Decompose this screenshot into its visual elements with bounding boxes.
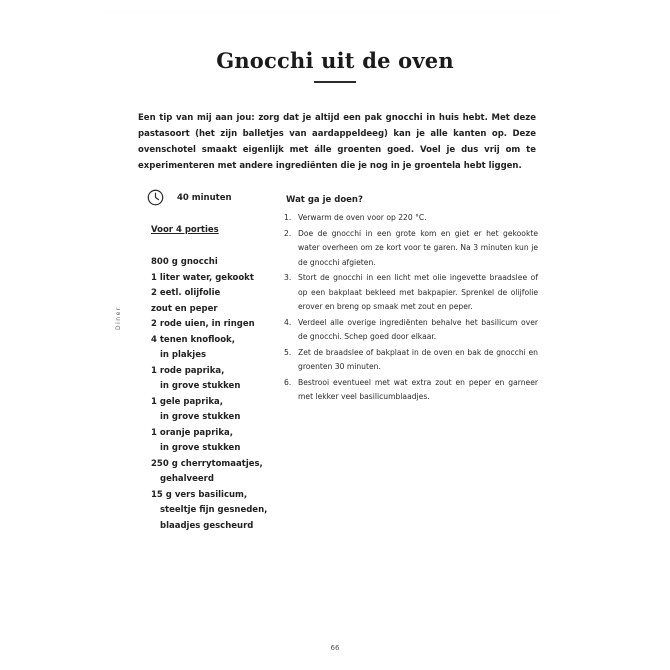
steps-heading: Wat ga je doen? xyxy=(286,195,363,205)
page-number: 66 xyxy=(330,644,340,652)
ingredient-item: zout en peper xyxy=(151,303,218,314)
section-label: Diner xyxy=(115,306,122,330)
step-list xyxy=(284,211,538,406)
ingredient-item: 1 gele paprika, xyxy=(151,396,223,407)
ingredient-item: 2 eetl. olijfolie xyxy=(151,288,221,298)
step-item xyxy=(284,376,538,405)
ingredient-list xyxy=(151,255,271,534)
step-item xyxy=(284,211,538,226)
ingredient-item-continued: steeltje fijn gesneden, xyxy=(160,505,268,515)
ingredient-item-continued: in plakjes xyxy=(160,350,207,360)
ingredient-item: 15 g vers basilicum, xyxy=(151,489,248,500)
ingredient-item: 800 g gnocchi xyxy=(151,257,218,267)
page-title: Gnocchi uit de oven xyxy=(216,48,454,73)
step-item xyxy=(284,227,538,271)
ingredient-item-continued: in grove stukken xyxy=(160,381,241,391)
ingredient-item-continued: gehalveerd xyxy=(160,474,214,484)
step-item xyxy=(284,346,538,375)
step-text: Verdeel alle overige ingrediënten behalve het basilicum over de gnocchi. Schep goed door elkaar. xyxy=(298,317,538,341)
step-text: Bestrooi eventueel met wat extra zout en peper en garneer met lekker veel basilicumblaadjes. xyxy=(298,377,538,401)
intro-text: Een tip van mij aan jou: zorg dat je altijd een pak gnocchi in huis hebt. Met deze pastasoort (het zijn balletjes van aardappeldeeg) kan je alle kanten op. Deze ovenschotel smaakt eigenlijk met álle groenten goed. Voel je dus vrij om te experimenteren met andere ingrediënten die je nog in je groentela hebt liggen. xyxy=(138,113,536,171)
clock-icon xyxy=(147,189,164,206)
step-number: 2. xyxy=(284,228,292,238)
step-number: 1. xyxy=(284,213,292,222)
step-text: Stort de gnocchi in een licht met olie ingevette braadslee of op een bakplaat bekleed met bakpapier. Sprenkel de olijfolie erover en breng op smaak met zout en peper. xyxy=(298,273,538,311)
prep-time: 40 minuten xyxy=(177,193,232,203)
ingredient-item: 2 rode uien, in ringen xyxy=(151,319,255,329)
step-number: 4. xyxy=(284,317,292,327)
ingredient-item: 1 liter water, gekookt xyxy=(151,272,254,283)
servings: Voor 4 porties xyxy=(151,225,219,235)
step-text: Doe de gnocchi in een grote kom en giet er het gekookte water overheen om ze kort voor te garen. Na 3 minuten kun je de gnocchi afgieten. xyxy=(298,228,538,267)
step-item xyxy=(284,316,538,345)
step-item xyxy=(284,271,538,315)
ingredient-item-continued: in grove stukken xyxy=(160,412,241,422)
ingredient-item: 4 tenen knoflook, xyxy=(151,334,235,345)
step-text: Zet de braadslee of bakplaat in de oven en bak de gnocchi en groenten 30 minuten. xyxy=(298,347,538,371)
ingredient-item-continued: blaadjes gescheurd xyxy=(160,520,254,531)
step-number: 5. xyxy=(284,347,292,357)
step-number: 3. xyxy=(284,273,292,282)
ingredient-item: 250 g cherrytomaatjes, xyxy=(151,458,263,469)
title-underline xyxy=(314,81,356,83)
ingredient-item: 1 rode paprika, xyxy=(151,365,225,376)
ingredient-item-continued: in grove stukken xyxy=(160,443,241,453)
ingredient-item: 1 oranje paprika, xyxy=(151,427,233,438)
step-number: 6. xyxy=(284,377,292,387)
step-text: Verwarm de oven voor op 220 °C. xyxy=(298,213,427,222)
